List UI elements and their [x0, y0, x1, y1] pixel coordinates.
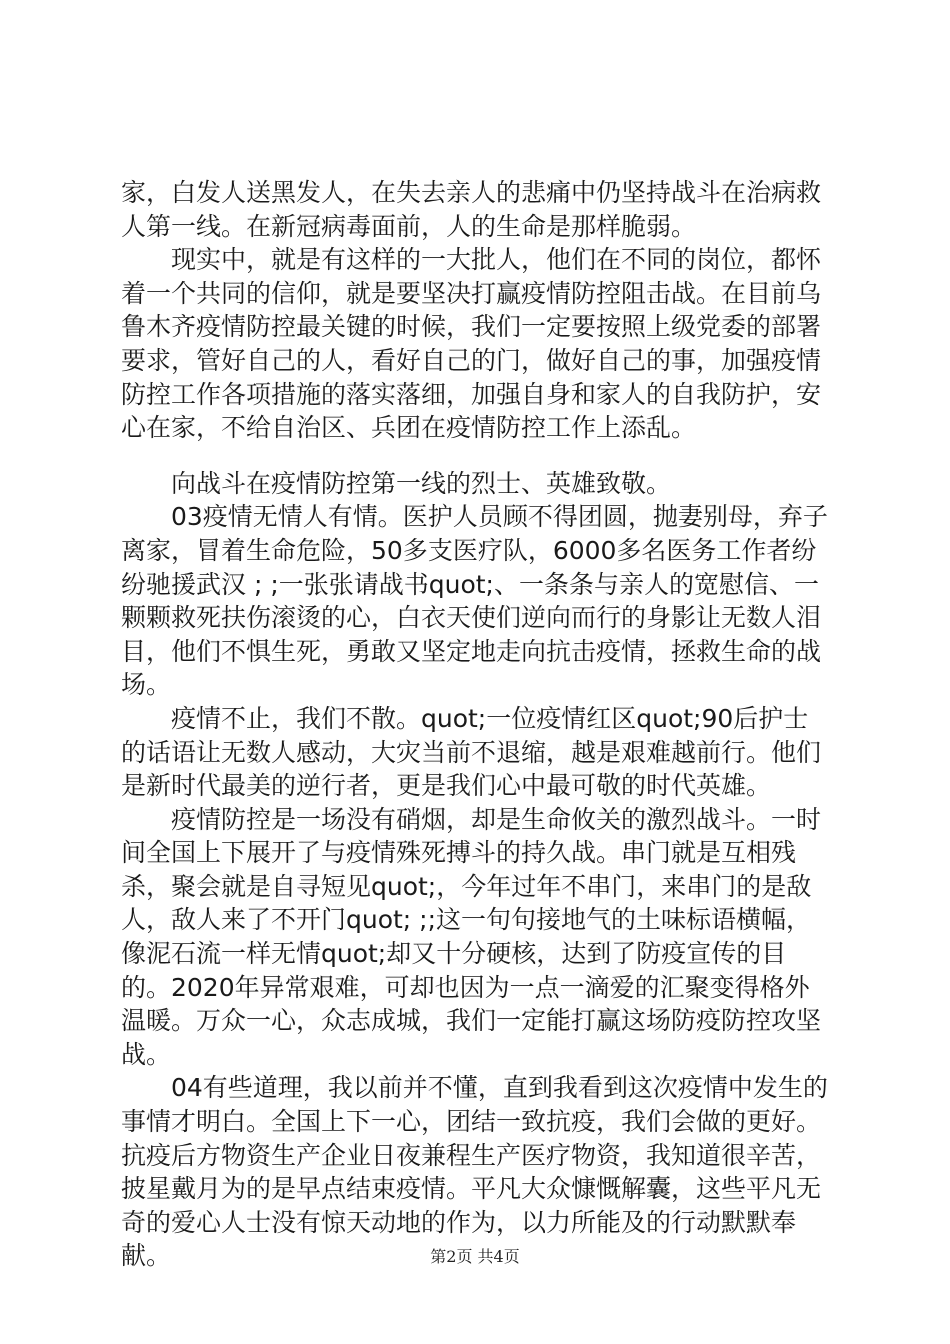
paragraph: 疫情防控是一场没有硝烟，却是生命攸关的激烈战斗。一时间全国上下展开了与疫情殊死搏斗的持久战。串门就是互相残杀，聚会就是自寻短见quot;，今年过年不串门，来串门的是敌人，敌人来了不开门quot; ;;这一句句接地气的土味标语横幅，像泥石流一样无情quot;却又十分硬核，达到了防疫宣传的目的。2020年异常艰难，可却也因为一点一滴爱的汇聚变得格外温暖。万众一心，众志成城，我们一定能打赢这场防疫防控攻坚战。 [121, 804, 822, 1069]
paragraph: 疫情不止，我们不散。quot;一位疫情红区quot;90后护士的话语让无数人感动，大灾当前不退缩，越是艰难越前行。他们是新时代最美的逆行者，更是我们心中最可敬的时代英雄。 [121, 703, 822, 801]
document-body [121, 176, 833, 1273]
paragraph-continuation: 家，白发人送黑发人，在失去亲人的悲痛中仍坚持战斗在治病救人第一线。在新冠病毒面前，人的生命是那样脆弱。 [121, 178, 822, 241]
paragraph: 03疫情无情人有情。医护人员顾不得团圆，抛妻别母，弃子离家，冒着生命危险，50多支医疗队，6000多名医务工作者纷纷驰援武汉 ; ;一张张请战书quot;、一条条与亲人的宽慰信、一颗颗救死扶伤滚烫的心，白衣天使们逆向而行的身影让无数人泪目，他们不惧生死，勇敢又坚定地走向抗击疫情，拯救生命的战场。 [121, 502, 828, 700]
paragraph: 现实中，就是有这样的一大批人，他们在不同的岗位，都怀着一个共同的信仰，就是要坚决打赢疫情防控阻击战。在目前乌鲁木齐疫情防控最关键的时候，我们一定要按照上级党委的部署要求，管好自己的人，看好自己的门，做好自己的事，加强疫情防控工作各项措施的落实落细，加强自身和家人的自我防护，安心在家，不给自治区、兵团在疫情防控工作上添乱。 [121, 245, 822, 443]
page-number-footer: 第2页 共4页 [430, 1247, 520, 1266]
paragraph-gap [121, 445, 833, 467]
paragraph: 04有些道理，我以前并不懂，直到我看到这次疫情中发生的事情才明白。全国上下一心，团结一致抗疫，我们会做的更好。抗疫后方物资生产企业日夜兼程生产医疗物资，我知道很辛苦，披星戴月为的是早点结束疫情。平凡大众慷慨解囊，这些平凡无奇的爱心人士没有惊天动地的作为，以力所能及的行动默默奉献。 [121, 1073, 828, 1271]
paragraph: 向战斗在疫情防控第一线的烈士、英雄致敬。 [171, 468, 672, 498]
